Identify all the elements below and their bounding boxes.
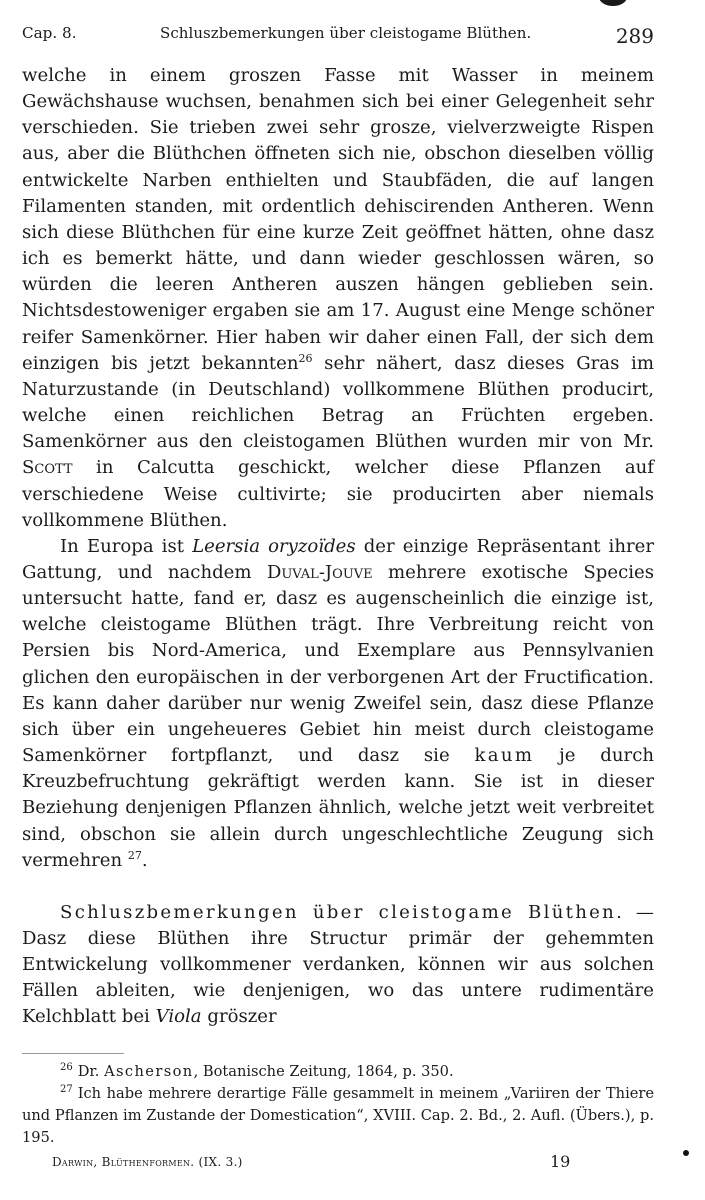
paragraph-2-text-a: In Europa ist <box>60 535 193 557</box>
footnote-27 <box>22 1083 654 1149</box>
scan-corner-shadow <box>599 0 627 6</box>
page-number: 289 <box>615 24 654 48</box>
paragraph-1-text-c: in Calcutta geschickt, welcher diese Pflanzen auf verschiedene Weise cultivirte; sie producirten aber niemals vollkommene Blüthen. <box>22 457 654 531</box>
paragraph-2-text-c: mehrere exotische Species untersucht hatte, fand er, dasz es augenscheinlich die einzige ist, welche cleistogame Blüthen trägt. Ihre Verbreitung reicht von Persien bis Nord-America, und Exemplare aus Pennsylvanien glichen den europäischen in der verborgenen Art der Fructification. Es kann daher darüber nur wenig Zweifel sein, dasz diese Pflanze sich über ein ungeheueres Gebiet hin meist durch cleistogame Samenkörner fortpflanzt, und dasz sie <box>22 561 654 767</box>
genus-name-viola: Viola <box>155 1006 202 1028</box>
footnote-26-author: Ascherson <box>104 1062 194 1080</box>
paragraph-3 <box>22 900 654 1031</box>
paragraph-3-text-a: — Dasz diese Blüthen ihre Structur primär der gehemmten Entwickelung vollkommener verdanken, können wir aus solchen Fällen ableiten, wie denjenigen, wo das untere rudimentäre Kelchblatt bei <box>22 901 654 1028</box>
signature-text: Darwin, Blüthenformen. (IX. 3.) <box>52 1154 243 1169</box>
footnotes <box>22 1061 654 1149</box>
running-head <box>22 18 654 48</box>
body-text <box>22 63 654 1031</box>
footnote-26-text-b: , Botanische Zeitung, 1864, p. 350. <box>193 1062 454 1080</box>
paragraph-2 <box>22 534 654 874</box>
paragraph-1-text: welche in einem groszen Fasse mit Wasser in meinem Gewächshause wuchsen, benahmen sich bei einer Gelegenheit sehr verschieden. Sie trieben zwei sehr grosze, vielverzweigte Rispen aus, aber die Blüthchen öffneten sich nie, obschon dieselben völlig entwickelte Narben enthielten und Staubfäden, die auf langen Filamenten standen, mit ordentlich dehiscirenden Antheren. Wenn sich diese Blüthchen für eine kurze Zeit geöffnet hätten, ohne dasz ich es bemerkt hätte, und dann wieder geschlossen wären, so würden die leeren Antheren auszen hängen geblieben sein. Nichtsdestoweniger ergaben sie am 17. August eine Menge schöner reifer Samenkörner. Hier haben wir daher einen Fall, der sich dem einzigen bis jetzt bekannten <box>22 65 654 374</box>
paragraph-1-text-b: sehr nähert, dasz dieses Gras im Naturzustande (in Deutschland) vollkommene Blüthen producirt, welche einen reichlichen Betrag an Früchten ergeben. Samenkörner aus den cleistogamen Blüthen wurden mir von Mr. <box>22 352 654 453</box>
person-name-scott: Scott <box>22 457 73 479</box>
paragraph-2-text-d: je durch Kreuzbefruchtung gekräftigt werden kann. Sie ist in dieser Beziehung denjenigen Pflanzen ähnlich, welche jetzt weit verbreitet sind, obschon sie allein durch ungeschlechtliche Zeugung sich vermehren <box>22 745 654 871</box>
paragraph-2-text-b: der einzige Repräsentant ihrer Gattung, und nachdem <box>22 535 654 583</box>
section-heading: Schluszbemerkungen über cleistogame Blüthen. <box>60 901 625 923</box>
person-name-duval-jouve: Duval-Jouve <box>266 561 373 583</box>
ink-spot <box>683 1150 689 1156</box>
species-name-leersia: Leersia oryzoïdes <box>192 535 356 557</box>
footnote-27-mark: 27 <box>60 1083 73 1095</box>
book-page <box>22 18 654 1179</box>
footnote-divider <box>22 1053 124 1054</box>
emphasis-kaum: kaum <box>474 745 535 767</box>
paragraph-3-text-b: gröszer <box>201 1006 277 1028</box>
footnote-26 <box>22 1061 654 1083</box>
section-gap <box>22 874 654 900</box>
chapter-label: Cap. 8. <box>22 24 77 42</box>
footnote-ref-26: 26 <box>298 351 313 365</box>
running-title: Schluszbemerkungen über cleistogame Blüthen. <box>160 24 532 42</box>
signature-sheet-number: 19 <box>550 1151 571 1171</box>
paragraph-2-text-e: . <box>141 849 148 871</box>
footnote-26-mark: 26 <box>60 1061 73 1073</box>
paragraph-1 <box>22 63 654 534</box>
footnote-ref-27: 27 <box>127 848 142 862</box>
footnote-27-text: Ich habe mehrere derartige Fälle gesammelt in meinem „Variiren der Thiere und Pflanzen im Zustande der Domestication“, XVIII. Cap. 2. Bd., 2. Aufl. (Übers.), p. 195. <box>22 1084 654 1146</box>
printer-signature <box>22 1153 654 1179</box>
footnote-26-text-a: Dr. <box>77 1062 105 1080</box>
